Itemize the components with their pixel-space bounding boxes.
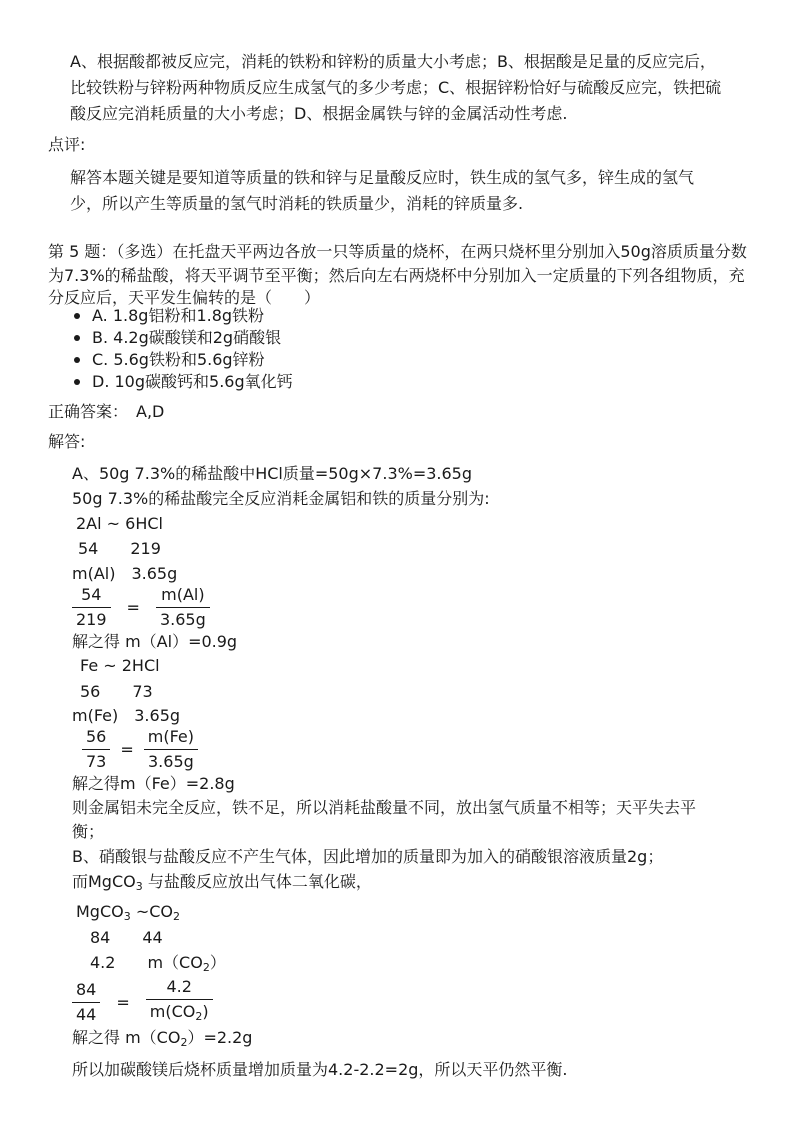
fe-values: m(Fe) 3.65g: [72, 706, 181, 725]
fe-molar-masses: 56 73: [80, 682, 153, 701]
mg-fraction-right: $\frac{4.2}{m(CO_2)}$: [146, 976, 213, 1028]
al-values: m(Al) 3.65g: [72, 564, 178, 583]
option-a[interactable]: A. 1.8g铝粉和1.8g铁粉: [70, 305, 293, 327]
option-c[interactable]: C. 5.6g铁粉和5.6g锌粉: [70, 349, 293, 371]
fe-fraction-left: $\frac{56}{73}$: [82, 726, 110, 773]
conclusion-a-line-1: 则金属铝未完全反应，铁不足，所以消耗盐酸量不同，放出氢气质量不相等；天平失去平: [72, 798, 697, 817]
part-b-line-2: 而MgCO$_3$ 与盐酸反应放出气体二氧化碳，: [72, 872, 372, 893]
bullet-icon: [74, 313, 80, 319]
final-conclusion: 所以加碳酸镁后烧杯质量增加质量为4.2-2.2=2g，所以天平仍然平衡.: [72, 1060, 568, 1079]
al-fraction-right: $\frac{m(Al)}{3.65g}$: [156, 584, 210, 631]
mg-equation: MgCO$_3$ $\sim CO_2$: [76, 902, 180, 923]
bullet-icon: [74, 335, 80, 341]
mg-proportion: $\frac{84}{44}$ = $\frac{4.2}{m(CO_2)}$: [72, 976, 213, 1028]
option-b[interactable]: B. 4.2g碳酸镁和2g硝酸银: [70, 327, 293, 349]
al-molar-masses: 54 219: [78, 539, 161, 558]
question-line-3: 分反应后，天平发生偏转的是（ ）: [48, 288, 321, 307]
analysis-line-2: 比较铁粉与锌粉两种物质反应生成氢气的多少考虑；C、根据锌粉恰好与硫酸反应完，铁把硫: [70, 78, 722, 97]
conclusion-a-line-2: 衡；: [72, 822, 105, 841]
comment-heading: 点评:: [48, 135, 86, 154]
part-b-line-1: B、硝酸银与盐酸反应不产生气体，因此增加的质量即为加入的硝酸银溶液质量2g；: [72, 847, 664, 866]
al-fraction-left: $\frac{54}{219}$: [72, 584, 111, 631]
mg-values: 4.2 $m(CO_2)$: [90, 953, 226, 974]
analysis-line-1: A、根据酸都被反应完，消耗的铁粉和锌粉的质量大小考虑；B、根据酸是足量的反应完后，: [70, 52, 716, 71]
al-proportion: $\frac{54}{219}$ = $\frac{m(Al)}{3.65g}$: [72, 584, 210, 631]
bullet-icon: [74, 379, 80, 385]
question-line-2: 为7.3%的稀盐酸，将天平调节至平衡；然后向左右两烧杯中分别加入一定质量的下列各组物质，充: [48, 266, 745, 285]
mg-fraction-left: $\frac{84}{44}$: [72, 979, 100, 1026]
option-d[interactable]: D. 10g碳酸钙和5.6g氧化钙: [70, 371, 293, 393]
question-line-1: 第 5 题：（多选）在托盘天平两边各放一只等质量的烧杯，在两只烧杯里分别加入50g溶质质量分数: [48, 242, 747, 261]
option-list: [70, 305, 293, 393]
solution-line-1: A、50g 7.3%的稀盐酸中HCl质量=50g×7.3%=3.65g: [72, 464, 473, 483]
mg-result: 解之得 $m(CO_2)=2.2g$: [72, 1028, 253, 1049]
comment-line-1: 解答本题关键是要知道等质量的铁和锌与足量酸反应时，铁生成的氢气多，锌生成的氢气: [70, 168, 695, 187]
al-equation: 2Al ~ 6HCl: [76, 514, 163, 533]
answer-label: 正确答案：: [48, 402, 129, 421]
fe-proportion: $\frac{56}{73}$ = $\frac{m(Fe)}{3.65g}$: [82, 726, 198, 773]
fe-equation: Fe ~ 2HCl: [80, 656, 160, 675]
analysis-line-3: 酸反应完消耗质量的大小考虑；D、根据金属铁与锌的金属活动性考虑.: [70, 104, 568, 123]
answer-value: A,D: [136, 402, 165, 421]
solution-line-2: 50g 7.3%的稀盐酸完全反应消耗金属铝和铁的质量分别为:: [72, 489, 490, 508]
fe-fraction-right: $\frac{m(Fe)}{3.65g}$: [144, 726, 198, 773]
al-result: 解之得 m（Al）=0.9g: [72, 632, 238, 651]
answer-row: [48, 400, 164, 424]
comment-line-2: 少，所以产生等质量的氢气时消耗的铁质量少，消耗的锌质量多.: [70, 194, 524, 213]
solution-heading: 解答:: [48, 432, 86, 451]
bullet-icon: [74, 357, 80, 363]
mg-molar-masses: 84 44: [90, 928, 163, 947]
fe-result: 解之得m（Fe）=2.8g: [72, 774, 235, 793]
